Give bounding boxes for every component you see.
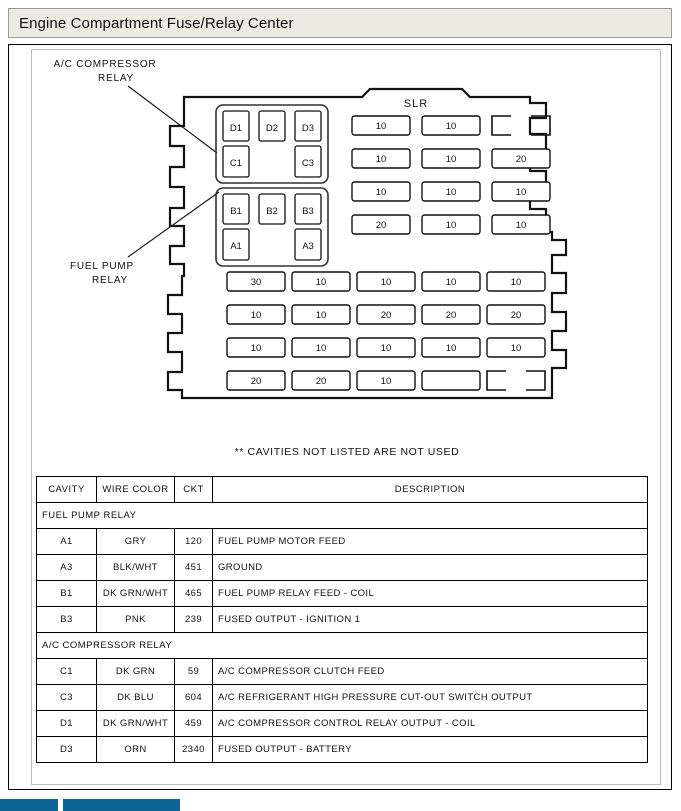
fuse-box-drawing bbox=[32, 50, 662, 445]
table-row[interactable] bbox=[37, 685, 648, 711]
lower-fuse-r4c2[interactable] bbox=[292, 371, 350, 390]
table-group-label: A/C COMPRESSOR RELAY bbox=[37, 633, 648, 659]
document-frame bbox=[8, 44, 672, 790]
cell-ckt: 2340 bbox=[175, 737, 213, 763]
cell-description: FUSED OUTPUT - IGNITION 1 bbox=[213, 607, 648, 633]
cell-description: FUEL PUMP MOTOR FEED bbox=[213, 529, 648, 555]
lower-fuse-r3c2-rating: 10 bbox=[315, 343, 327, 355]
lower-fuse-r1c2[interactable] bbox=[292, 272, 350, 291]
cell-description: A/C COMPRESSOR CONTROL RELAY OUTPUT - COIL bbox=[213, 711, 648, 737]
table-row[interactable] bbox=[37, 555, 648, 581]
upper-fuse-r3c1[interactable] bbox=[352, 182, 410, 201]
relay-cavity-b2[interactable] bbox=[259, 194, 285, 224]
lower-fuse-r1c3[interactable] bbox=[357, 272, 415, 291]
upper-fuse-r3c2-rating: 10 bbox=[445, 187, 457, 199]
cell-ckt: 604 bbox=[175, 685, 213, 711]
table-header bbox=[37, 477, 648, 503]
lower-fuse-r3c4-rating: 10 bbox=[445, 343, 457, 355]
cell-ckt: 59 bbox=[175, 659, 213, 685]
relay-cavity-d3[interactable] bbox=[295, 111, 321, 141]
accent-bar-left[interactable] bbox=[0, 799, 58, 811]
lower-fuse-r4c1-rating: 20 bbox=[250, 376, 262, 388]
cell-ckt: 465 bbox=[175, 581, 213, 607]
upper-fuse-r3c3-rating: 10 bbox=[515, 187, 527, 199]
relay-cavity-b3[interactable] bbox=[295, 194, 321, 224]
relay-cavity-c3[interactable] bbox=[295, 146, 321, 177]
upper-fuse-r2c2-rating: 10 bbox=[445, 154, 457, 166]
cell-description: A/C COMPRESSOR CLUTCH FEED bbox=[213, 659, 648, 685]
lower-fuse-r4c3-rating: 10 bbox=[380, 376, 392, 388]
cell-ckt: 459 bbox=[175, 711, 213, 737]
cell-description: GROUND bbox=[213, 555, 648, 581]
table-group-row bbox=[37, 503, 648, 529]
cell-wire-color: ORN bbox=[97, 737, 175, 763]
relay-cavity-d2[interactable] bbox=[259, 111, 285, 141]
cell-cavity: C1 bbox=[37, 659, 97, 685]
lower-fuse-r2c1-rating: 10 bbox=[250, 310, 262, 322]
upper-fuse-r1c2[interactable] bbox=[422, 116, 480, 135]
table-row[interactable] bbox=[37, 529, 648, 555]
cell-wire-color: DK BLU bbox=[97, 685, 175, 711]
lower-fuse-r2c1[interactable] bbox=[227, 305, 285, 324]
table-row[interactable] bbox=[37, 607, 648, 633]
upper-fuse-r4c2-rating: 10 bbox=[445, 220, 457, 232]
callout-fuel-pump-relay-line2: RELAY bbox=[91, 275, 129, 286]
relay-cavity-b1-label: B1 bbox=[230, 206, 242, 217]
upper-fuse-r2c3[interactable] bbox=[492, 149, 550, 168]
lower-fuse-r4c2-rating: 20 bbox=[315, 376, 327, 388]
cell-cavity: A1 bbox=[37, 529, 97, 555]
upper-fuse-grid bbox=[352, 116, 550, 234]
accent-bar-right[interactable] bbox=[63, 799, 180, 811]
cell-cavity: B1 bbox=[37, 581, 97, 607]
cell-cavity: C3 bbox=[37, 685, 97, 711]
lower-fuse-r3c5[interactable] bbox=[487, 338, 545, 357]
lower-fuse-r3c5-rating: 10 bbox=[510, 343, 522, 355]
table-row[interactable] bbox=[37, 711, 648, 737]
lower-fuse-r4c1[interactable] bbox=[227, 371, 285, 390]
column-header-description: DESCRIPTION bbox=[213, 477, 648, 503]
lower-fuse-r1c1-rating: 30 bbox=[250, 277, 262, 289]
cell-wire-color: DK GRN/WHT bbox=[97, 581, 175, 607]
cell-wire-color: GRY bbox=[97, 529, 175, 555]
relay-cavity-d1-label: D1 bbox=[229, 123, 243, 134]
bottom-accent-bars bbox=[0, 799, 681, 811]
cell-ckt: 120 bbox=[175, 529, 213, 555]
lower-fuse-r2c3-rating: 20 bbox=[380, 310, 392, 322]
lower-fuse-r2c5[interactable] bbox=[487, 305, 545, 324]
table-header-row bbox=[37, 477, 648, 503]
lower-fuse-r3c2[interactable] bbox=[292, 338, 350, 357]
page-title: Engine Compartment Fuse/Relay Center bbox=[19, 14, 294, 32]
upper-fuse-r4c2[interactable] bbox=[422, 215, 480, 234]
callout-fuel-pump-relay-line1: FUEL PUMP bbox=[69, 261, 135, 272]
fuel-pump-relay-block[interactable] bbox=[216, 188, 328, 266]
lower-fuse-r2c3[interactable] bbox=[357, 305, 415, 324]
relay-cavity-a3-label: A3 bbox=[302, 241, 314, 252]
lower-fuse-r2c2[interactable] bbox=[292, 305, 350, 324]
lower-fuse-r4c3[interactable] bbox=[357, 371, 415, 390]
cell-cavity: B3 bbox=[37, 607, 97, 633]
relay-cavity-d1[interactable] bbox=[223, 111, 249, 141]
cell-cavity: D3 bbox=[37, 737, 97, 763]
fuse-relay-center-diagram bbox=[32, 50, 662, 445]
document-inner-panel bbox=[31, 49, 661, 785]
cell-wire-color: PNK bbox=[97, 607, 175, 633]
slr-label: SLR bbox=[403, 98, 429, 110]
lower-fuse-grid bbox=[227, 272, 545, 390]
upper-fuse-r4c1[interactable] bbox=[352, 215, 410, 234]
upper-fuse-r4c1-rating: 20 bbox=[375, 220, 387, 232]
lower-fuse-r2c4-rating: 20 bbox=[445, 310, 457, 322]
footnote-cavities-note: ** CAVITIES NOT LISTED ARE NOT USED bbox=[234, 446, 460, 458]
relay-cavity-a1[interactable] bbox=[223, 229, 249, 260]
column-header-ckt: CKT bbox=[175, 477, 213, 503]
upper-fuse-r1c2-rating: 10 bbox=[445, 121, 457, 133]
cell-wire-color: BLK/WHT bbox=[97, 555, 175, 581]
relay-cavity-c1[interactable] bbox=[223, 146, 249, 177]
cell-ckt: 451 bbox=[175, 555, 213, 581]
callout-ac-compressor-relay-line2: RELAY bbox=[97, 73, 135, 84]
lower-fuse-r1c1[interactable] bbox=[227, 272, 285, 291]
table-body bbox=[37, 503, 648, 763]
lower-fuse-r1c4[interactable] bbox=[422, 272, 480, 291]
relay-cavity-b2-label: B2 bbox=[266, 206, 278, 217]
relay-cavity-d3-label: D3 bbox=[301, 123, 315, 134]
upper-fuse-r2c1-rating: 10 bbox=[375, 154, 387, 166]
table-row[interactable] bbox=[37, 581, 648, 607]
table-group-row bbox=[37, 633, 648, 659]
lower-fuse-r2c5-rating: 20 bbox=[510, 310, 522, 322]
cell-description: FUEL PUMP RELAY FEED - COIL bbox=[213, 581, 648, 607]
column-header-cavity: CAVITY bbox=[37, 477, 97, 503]
cell-description: FUSED OUTPUT - BATTERY bbox=[213, 737, 648, 763]
cell-ckt: 239 bbox=[175, 607, 213, 633]
table-group-label: FUEL PUMP RELAY bbox=[37, 503, 648, 529]
relay-cavity-c1-label: C1 bbox=[229, 158, 243, 169]
lower-fuse-r1c3-rating: 10 bbox=[380, 277, 392, 289]
cell-wire-color: DK GRN bbox=[97, 659, 175, 685]
lower-fuse-r1c4-rating: 10 bbox=[445, 277, 457, 289]
relay-cavity-b1[interactable] bbox=[223, 194, 249, 224]
ac-compressor-relay-block[interactable] bbox=[216, 105, 328, 183]
lower-fuse-r3c1[interactable] bbox=[227, 338, 285, 357]
lower-fuse-r2c2-rating: 10 bbox=[315, 310, 327, 322]
lower-fuse-r3c3-rating: 10 bbox=[380, 343, 392, 355]
upper-fuse-r3c2[interactable] bbox=[422, 182, 480, 201]
upper-fuse-r2c3-rating: 20 bbox=[515, 154, 527, 166]
lower-fuse-r2c4[interactable] bbox=[422, 305, 480, 324]
callout-ac-compressor-relay-line1: A/C COMPRESSOR bbox=[53, 59, 157, 70]
column-header-wire-color: WIRE COLOR bbox=[97, 477, 175, 503]
leader-line-fuel-pump-relay bbox=[128, 192, 219, 257]
upper-fuse-r1c1[interactable] bbox=[352, 116, 410, 135]
relay-cavity-b3-label: B3 bbox=[302, 206, 314, 217]
table-row[interactable] bbox=[37, 737, 648, 763]
lower-fuse-r3c4[interactable] bbox=[422, 338, 480, 357]
lower-fuse-r3c3[interactable] bbox=[357, 338, 415, 357]
relay-cavity-d2-label: D2 bbox=[265, 123, 279, 134]
upper-fuse-r2c1[interactable] bbox=[352, 149, 410, 168]
window-title-bar bbox=[8, 8, 672, 38]
cell-description: A/C REFRIGERANT HIGH PRESSURE CUT-OUT SWITCH OUTPUT bbox=[213, 685, 648, 711]
lower-fuse-r4c4-blank[interactable] bbox=[422, 371, 480, 390]
lower-fuse-r4c5-open[interactable] bbox=[487, 371, 545, 390]
upper-fuse-r2c2[interactable] bbox=[422, 149, 480, 168]
lower-fuse-r1c2-rating: 10 bbox=[315, 277, 327, 289]
upper-fuse-r4c3-rating: 10 bbox=[515, 220, 527, 232]
lower-fuse-r1c5[interactable] bbox=[487, 272, 545, 291]
cell-wire-color: DK GRN/WHT bbox=[97, 711, 175, 737]
cell-cavity: D1 bbox=[37, 711, 97, 737]
upper-fuse-r3c3[interactable] bbox=[492, 182, 550, 201]
upper-fuse-r1c1-rating: 10 bbox=[375, 121, 387, 133]
upper-fuse-r4c3[interactable] bbox=[492, 215, 550, 234]
relay-cavity-a3[interactable] bbox=[295, 229, 321, 260]
lower-fuse-r3c1-rating: 10 bbox=[250, 343, 262, 355]
table-row[interactable] bbox=[37, 659, 648, 685]
upper-fuse-r3c1-rating: 10 bbox=[375, 187, 387, 199]
lower-fuse-r1c5-rating: 10 bbox=[510, 277, 522, 289]
relay-cavity-c3-label: C3 bbox=[301, 158, 315, 169]
cavity-description-table bbox=[36, 476, 648, 763]
cell-cavity: A3 bbox=[37, 555, 97, 581]
relay-cavity-a1-label: A1 bbox=[230, 241, 242, 252]
